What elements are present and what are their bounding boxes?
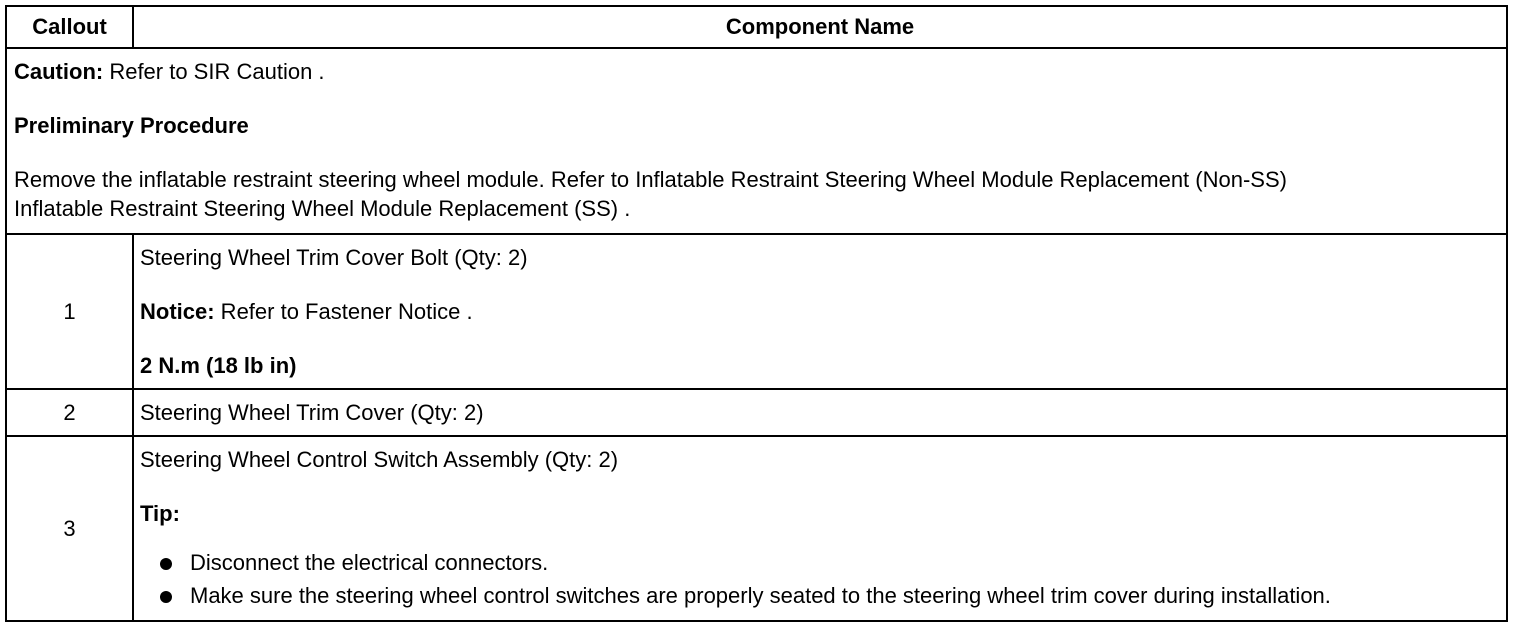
torque-spec: 2 N.m (18 lb in)	[140, 353, 297, 378]
callout-header: Callout	[6, 6, 133, 48]
table-row	[6, 234, 1507, 389]
header-row	[6, 6, 1507, 48]
list-item	[140, 546, 1500, 579]
component-name-header: Component Name	[133, 6, 1507, 48]
intro-cell	[6, 48, 1507, 234]
component-cell	[133, 234, 1507, 389]
notice-label: Notice:	[140, 299, 215, 324]
component-cell	[133, 436, 1507, 621]
tip-list	[140, 546, 1500, 612]
callout-number: 2	[6, 389, 133, 436]
caution-label: Caution:	[14, 59, 104, 84]
preliminary-text-line-2: Inflatable Restraint Steering Wheel Module Replacement (SS) .	[14, 196, 631, 221]
preliminary-procedure-title: Preliminary Procedure	[14, 113, 249, 138]
table-row	[6, 389, 1507, 436]
caution-line	[14, 57, 1498, 86]
notice-text: Refer to Fastener Notice .	[214, 299, 473, 324]
notice-line	[140, 297, 1500, 326]
intro-row	[6, 48, 1507, 234]
list-item	[140, 579, 1500, 612]
table-row	[6, 436, 1507, 621]
tip-text: Disconnect the electrical connectors.	[190, 550, 549, 575]
bullet-icon	[160, 591, 172, 603]
tip-label: Tip:	[140, 501, 180, 526]
component-name: Steering Wheel Trim Cover Bolt (Qty: 2)	[140, 245, 528, 270]
component-cell	[133, 389, 1507, 436]
procedure-table	[5, 5, 1508, 622]
component-name: Steering Wheel Trim Cover (Qty: 2)	[140, 400, 484, 425]
preliminary-text-line-1: Remove the inflatable restraint steering wheel module. Refer to Inflatable Restraint Steering Wheel Module Replacement (Non-SS)	[14, 167, 1287, 192]
component-name: Steering Wheel Control Switch Assembly (Qty: 2)	[140, 447, 619, 472]
bullet-icon	[160, 558, 172, 570]
tip-text: Make sure the steering wheel control switches are properly seated to the steering wheel trim cover during installation.	[190, 583, 1331, 608]
caution-text: Refer to SIR Caution .	[103, 59, 325, 84]
callout-number: 3	[6, 436, 133, 621]
callout-number: 1	[6, 234, 133, 389]
